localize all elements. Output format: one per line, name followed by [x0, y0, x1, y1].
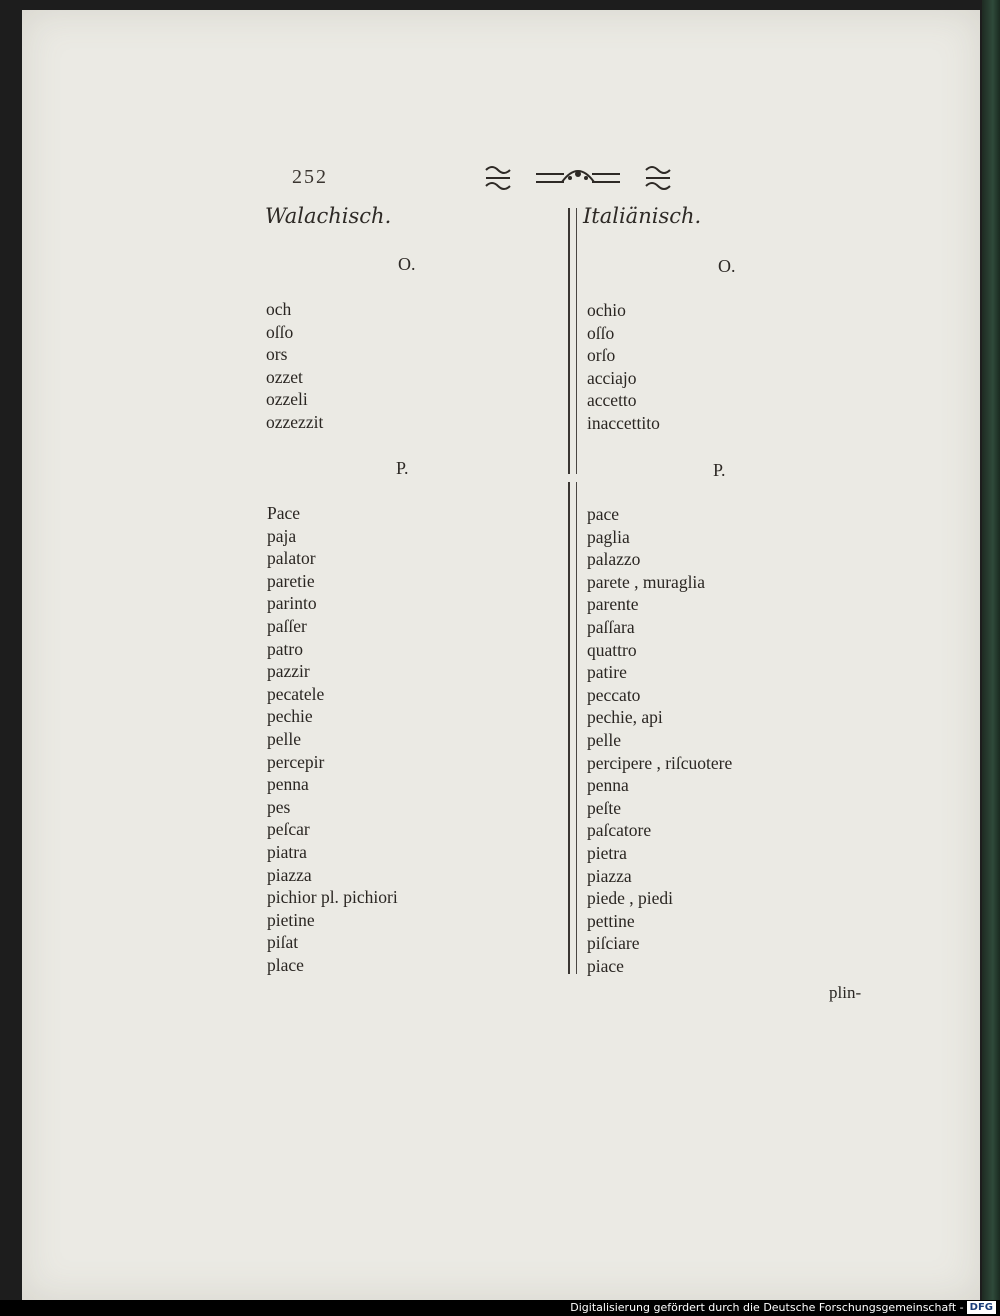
list-item: ozzeli: [266, 389, 308, 410]
list-item: paſſer: [267, 615, 307, 636]
list-item: pichior pl. pichiori: [267, 887, 398, 908]
list-item: paretie: [267, 570, 315, 591]
list-item: peſcar: [267, 819, 310, 840]
book-page: [22, 10, 980, 1300]
list-item: paja: [267, 525, 297, 546]
list-item: ors: [266, 344, 288, 365]
list-item: pietine: [267, 909, 315, 930]
list-item: percipere , riſcuotere: [587, 752, 733, 773]
list-item: paſcatore: [587, 820, 652, 841]
list-item: oſſo: [587, 322, 615, 343]
list-item: orſo: [587, 345, 616, 366]
list-item: oſſo: [266, 321, 294, 342]
list-item: palazzo: [587, 549, 641, 570]
list-item: pace: [587, 504, 620, 524]
list-item: ochio: [587, 300, 626, 320]
list-item: peſte: [587, 797, 622, 818]
catchword: plin-: [829, 983, 862, 1002]
list-item: peccato: [587, 684, 641, 705]
list-item: piſciare: [587, 933, 640, 954]
list-item: palator: [267, 548, 316, 569]
footer-credit: Digitalisierung gefördert durch die Deutsche Forschungsgemeinschaft -: [570, 1301, 964, 1314]
column-divider: [568, 208, 577, 974]
list-item: parete , muraglia: [587, 571, 706, 592]
list-item: pecatele: [267, 683, 325, 704]
list-item: percepir: [267, 751, 325, 772]
list-item: Pace: [267, 503, 301, 523]
list-item: paglia: [587, 526, 630, 547]
list-item: pelle: [267, 728, 302, 749]
section-letter-p-right: P.: [713, 460, 726, 480]
list-item: piſat: [267, 932, 299, 953]
section-letter-p-left: P.: [396, 458, 409, 478]
list-item: pechie, api: [587, 707, 663, 728]
list-item: parinto: [267, 593, 317, 614]
section-letter-o-left: O.: [398, 254, 416, 274]
list-item: piazza: [267, 864, 312, 885]
list-item: pettine: [587, 910, 635, 931]
italian-words-o: [587, 299, 660, 435]
list-item: paſſara: [587, 616, 635, 637]
left-column-header: Walachisch.: [265, 204, 392, 228]
book-edge: [982, 0, 1000, 1300]
walachian-words-o: [266, 298, 323, 434]
list-item: piatra: [267, 841, 307, 862]
list-item: piazza: [587, 865, 632, 886]
list-item: parente: [587, 594, 639, 615]
list-item: place: [267, 954, 304, 975]
list-item: penna: [587, 775, 629, 796]
list-item: accetto: [587, 390, 637, 411]
list-item: pazzir: [267, 661, 310, 682]
divider-gap: [566, 474, 578, 482]
list-item: pechie: [267, 706, 313, 727]
list-item: pelle: [587, 729, 622, 750]
list-item: penna: [267, 774, 309, 795]
list-item: ozzezzit: [266, 411, 324, 432]
list-item: inaccettito: [587, 412, 660, 433]
list-item: och: [266, 299, 292, 319]
dfg-logo: DFG: [967, 1301, 996, 1314]
list-item: piace: [587, 955, 624, 976]
list-item: acciajo: [587, 367, 637, 388]
italian-words-p: [587, 503, 732, 977]
list-item: piede , piedi: [587, 888, 674, 909]
footer-bar: [0, 1300, 1000, 1316]
page-number: 252: [292, 166, 328, 188]
list-item: pes: [267, 796, 291, 817]
list-item: patire: [587, 662, 627, 683]
list-item: ozzet: [266, 366, 303, 387]
section-letter-o-right: O.: [718, 256, 736, 276]
right-column-header: Italiänisch.: [583, 204, 702, 228]
walachian-words-p: [267, 502, 398, 976]
header-ornament: [478, 160, 678, 196]
list-item: patro: [267, 638, 303, 659]
list-item: pietra: [587, 842, 627, 863]
list-item: quattro: [587, 639, 637, 660]
